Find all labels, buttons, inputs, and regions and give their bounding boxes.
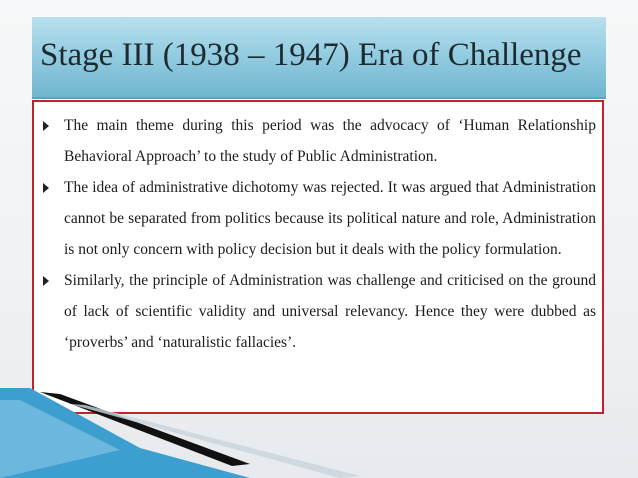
bullet-text: The main theme during this period was the advocacy of ‘Human Relationship Behavioral Approach’ to the study of Public Administration.: [64, 117, 596, 165]
bullet-list: [34, 102, 602, 358]
slide-title: Stage III (1938 – 1947) Era of Challenge: [40, 37, 582, 73]
triangle-bullet-icon: [43, 276, 49, 286]
triangle-bullet-icon: [43, 121, 49, 131]
bullet-text: Similarly, the principle of Administration was challenge and criticised on the ground of lack of scientific validity and universal relevancy. Hence they were dubbed as ‘proverbs’ and ‘naturalistic fallacies’.: [64, 272, 596, 351]
bullet-text: The idea of administrative dichotomy was rejected. It was argued that Administration cannot be separated from politics because its political nature and role, Administration is not only concern with policy decision but it deals with the policy formulation.: [64, 179, 596, 258]
triangle-bullet-icon: [43, 183, 49, 193]
corner-swoosh-decoration: [0, 388, 638, 478]
bullet-item: [34, 265, 596, 358]
bullet-item: [34, 110, 596, 172]
content-box: [32, 100, 604, 414]
bullet-item: [34, 172, 596, 265]
title-band: [32, 17, 606, 99]
